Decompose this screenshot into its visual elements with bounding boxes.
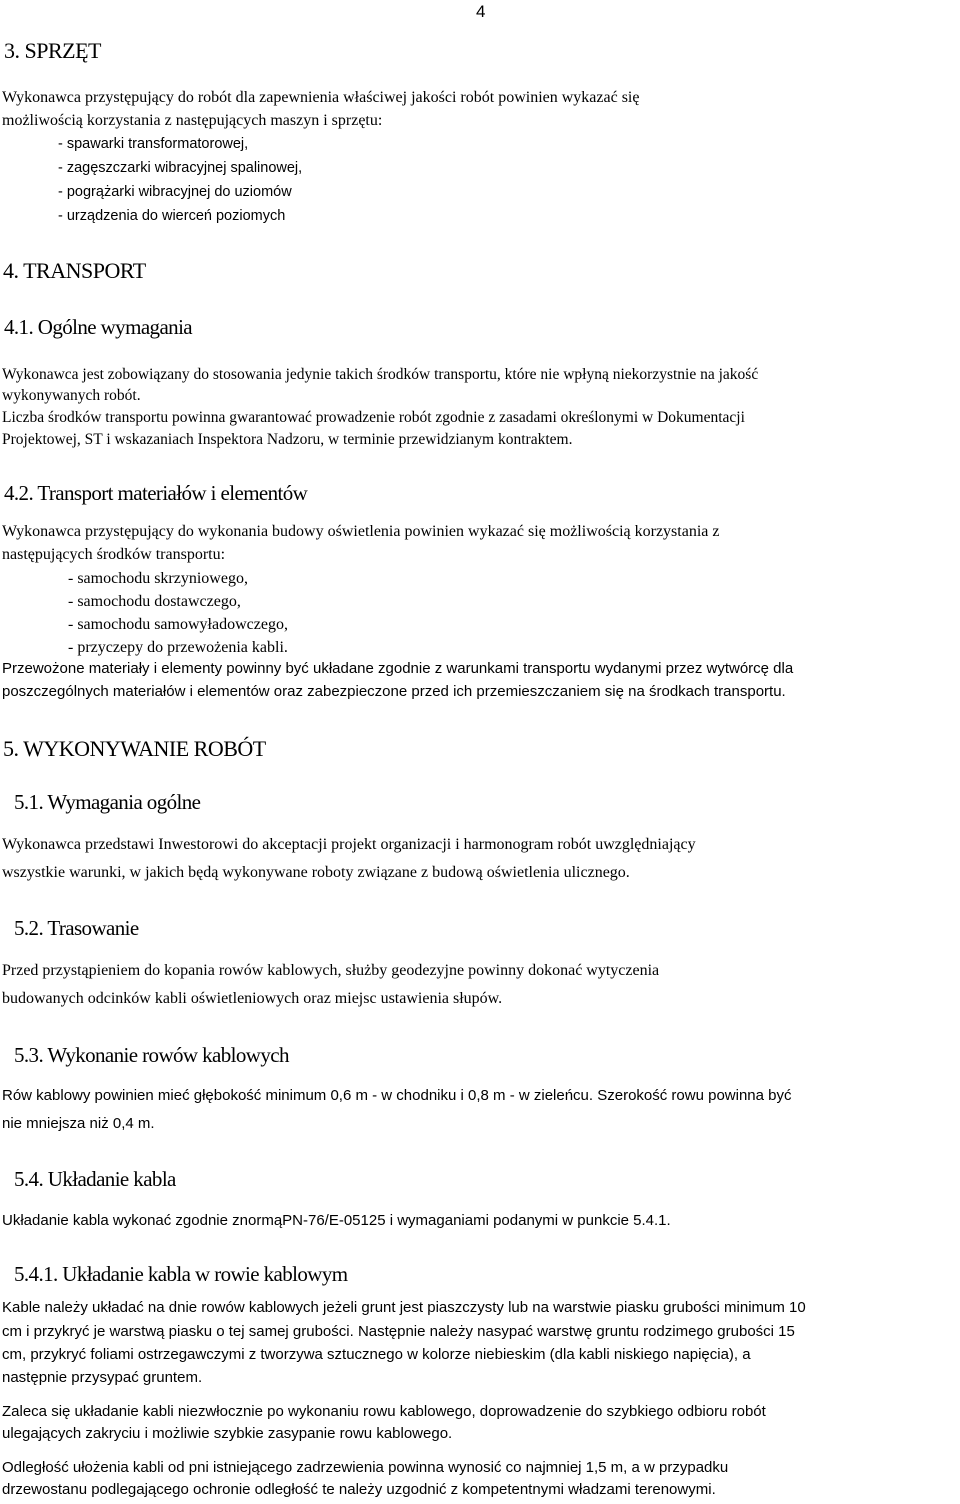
section-5-4-1-para-2-line: Zaleca się układanie kabli niezwłocznie po wykonaniu rowu kablowego, doprowadzenie do szybkiego odbioru robót xyxy=(2,1403,766,1420)
section-5-4-1-para-2-line: ulegających zakryciu i możliwie szybkie zasypanie rowu kablowego. xyxy=(2,1425,453,1442)
section-5-1-line-2: wszystkie warunki, w jakich będą wykonywane roboty związane z budową oświetlenia ulicznego. xyxy=(2,864,630,881)
transport-item: - samochodu skrzyniowego, xyxy=(68,570,248,587)
section-5-4-1-para-3-line: drzewostanu podlegającego ochronie odległość te należy uzgodnić z kompetentnymi władzami terenowymi. xyxy=(2,1481,716,1498)
section-3-intro-line-2: możliwością korzystania z następujących maszyn i sprzętu: xyxy=(2,112,383,129)
section-4-2-para-1-line-1: Wykonawca przystępujący do wykonania budowy oświetlenia powinien wykazać się możliwością korzystania z xyxy=(2,523,720,540)
section-5-4-1-heading: 5.4.1. Układanie kabla w rowie kablowym xyxy=(14,1262,348,1286)
section-5-1-line-1: Wykonawca przedstawi Inwestorowi do akceptacji projekt organizacji i harmonogram robót uwzględniający xyxy=(2,836,696,853)
transport-item: - samochodu samowyładowczego, xyxy=(68,616,288,633)
section-3-intro-line-1: Wykonawca przystępujący do robót dla zapewnienia właściwej jakości robót powinien wykazać się xyxy=(2,89,640,106)
section-5-4-1-para-1-line: Kable należy układać na dnie rowów kablowych jeżeli grunt jest piaszczysty lub na warstwie piasku grubości minimum 10 xyxy=(2,1299,806,1316)
section-5-2-heading: 5.2. Trasowanie xyxy=(14,916,139,940)
section-4-1-heading: 4.1. Ogólne wymagania xyxy=(4,315,193,339)
transport-item: - samochodu dostawczego, xyxy=(68,593,241,610)
section-4-1-para-1-line-2: wykonywanych robót. xyxy=(2,387,141,404)
equipment-item: - zagęszczarki wibracyjnej spalinowej, xyxy=(58,160,303,176)
section-3-heading: 3. SPRZĘT xyxy=(4,38,101,63)
equipment-item: - spawarki transformatorowej, xyxy=(58,136,249,152)
transport-item: - przyczepy do przewożenia kabli. xyxy=(68,639,288,656)
section-5-2-line-1: Przed przystąpieniem do kopania rowów kablowych, służby geodezyjne powinny dokonać wytyczenia xyxy=(2,962,660,979)
page-number: 4 xyxy=(476,2,486,21)
section-4-2-heading: 4.2. Transport materiałów i elementów xyxy=(4,481,308,505)
section-5-3-line-2: nie mniejsza niż 0,4 m. xyxy=(2,1115,155,1132)
section-5-1-heading: 5.1. Wymagania ogólne xyxy=(14,790,201,814)
equipment-item: - urządzenia do wierceń poziomych xyxy=(58,208,286,224)
section-5-4-heading: 5.4. Układanie kabla xyxy=(14,1167,176,1191)
section-4-heading: 4. TRANSPORT xyxy=(3,258,146,283)
section-4-2-para-2-line-2: poszczególnych materiałów i elementów oraz zabezpieczone przed ich przemieszczaniem się na środkach transportu. xyxy=(2,683,786,700)
section-5-3-heading: 5.3. Wykonanie rowów kablowych xyxy=(14,1043,289,1067)
section-5-3-line-1: Rów kablowy powinien mieć głębokość minimum 0,6 m - w chodniku i 0,8 m - w zieleńcu. Szerokość rowu powinna być xyxy=(2,1087,792,1104)
section-4-1-para-2-line-2: Projektowej, ST i wskazaniach Inspektora Nadzoru, w terminie przewidzianym kontraktem. xyxy=(2,431,573,448)
section-5-4-1-para-1-line: cm, przykryć foliami ostrzegawczymi z tworzywa sztucznego w kolorze niebieskim (dla kabli niskiego napięcia), a xyxy=(2,1346,751,1363)
section-5-4-line-1: Układanie kabla wykonać zgodnie znormąPN-76/E-05125 i wymaganiami podanymi w punkcie 5.4.1. xyxy=(2,1212,671,1229)
section-5-heading: 5. WYKONYWANIE ROBÓT xyxy=(3,736,266,761)
section-5-4-1-para-3-line: Odległość ułożenia kabli od pni istniejącego zadrzewienia powinna wynosić co najmniej 1,5 m, a w przypadku xyxy=(2,1459,729,1476)
section-4-1-para-1-line-1: Wykonawca jest zobowiązany do stosowania jedynie takich środków transportu, które nie wpłyną niekorzystnie na jakość xyxy=(2,366,759,383)
equipment-item: - pogrążarki wibracyjnej do uziomów xyxy=(58,184,292,200)
section-5-2-line-2: budowanych odcinków kabli oświetleniowych oraz miejsc ustawienia słupów. xyxy=(2,990,503,1007)
section-4-1-para-2-line-1: Liczba środków transportu powinna gwarantować prowadzenie robót zgodnie z zasadami określonymi w Dokumentacji xyxy=(2,409,745,426)
section-5-4-1-para-1-line: cm i przykryć je warstwą piasku o tej samej grubości. Następnie należy nasypać warstwę gruntu rodzimego grubości 15 xyxy=(2,1323,795,1340)
section-4-2-para-2-line-1: Przewożone materiały i elementy powinny być układane zgodnie z warunkami transportu wydanymi przez wytwórcę dla xyxy=(2,660,794,677)
section-5-4-1-para-1-line: następnie przysypać gruntem. xyxy=(2,1369,203,1386)
section-4-2-para-1-line-2: następujących środków transportu: xyxy=(2,546,226,563)
